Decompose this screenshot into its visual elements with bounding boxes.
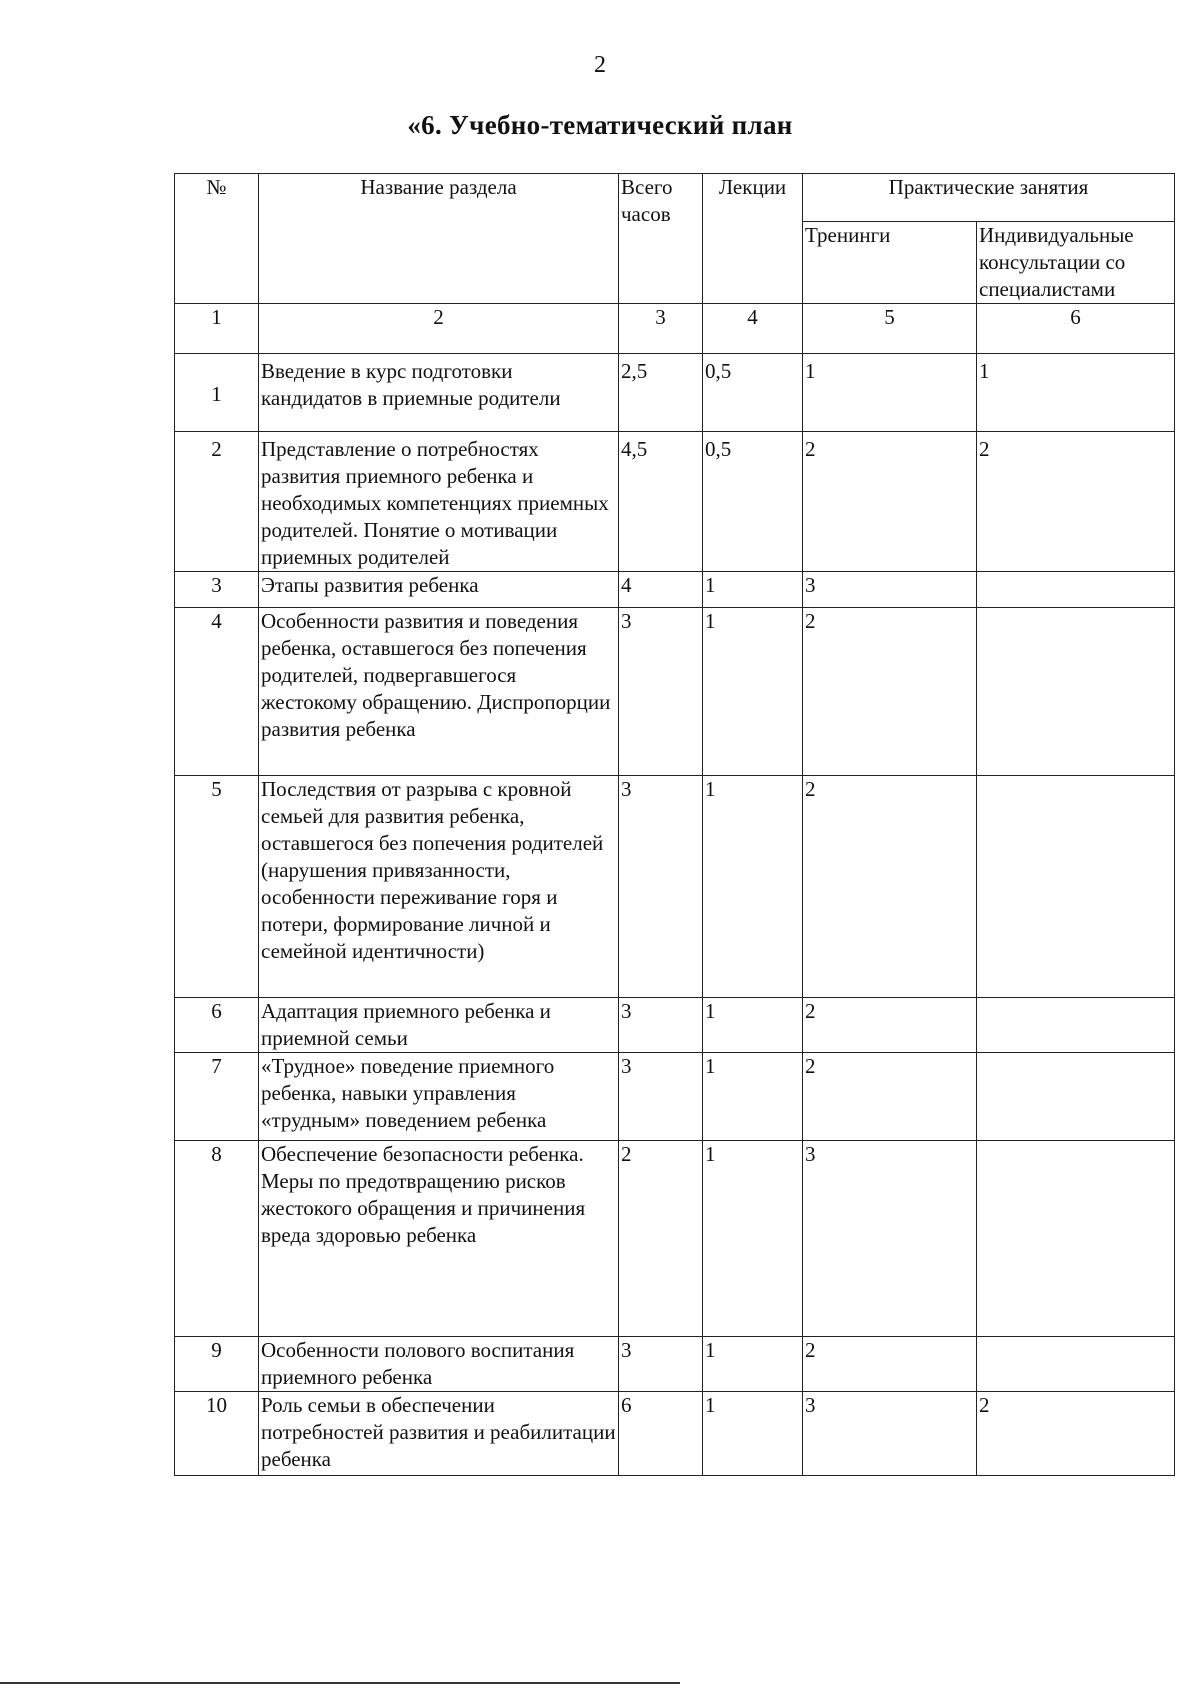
column-index: 4 xyxy=(703,304,803,354)
total-hours-cell: 3 xyxy=(619,776,703,998)
column-index: 5 xyxy=(803,304,977,354)
scan-edge-line xyxy=(0,1682,680,1684)
total-hours-cell: 2 xyxy=(619,1141,703,1337)
section-name-cell: Введение в курс подготовки кандидатов в приемные родители xyxy=(259,354,619,432)
row-number-cell: 5 xyxy=(175,776,259,998)
lectures-cell: 1 xyxy=(703,1141,803,1337)
header-row-top xyxy=(175,174,1175,222)
table-row xyxy=(175,354,1175,432)
row-number-cell: 7 xyxy=(175,1053,259,1141)
header-practical: Практические занятия xyxy=(803,174,1175,222)
lectures-cell: 1 xyxy=(703,998,803,1053)
total-hours-cell: 3 xyxy=(619,1053,703,1141)
total-hours-cell: 4 xyxy=(619,572,703,608)
consultations-cell xyxy=(977,776,1175,998)
trainings-cell: 2 xyxy=(803,608,977,776)
trainings-cell: 2 xyxy=(803,776,977,998)
consultations-cell xyxy=(977,1053,1175,1141)
curriculum-table-container xyxy=(174,173,1174,1476)
table-row xyxy=(175,1392,1175,1476)
column-index: 2 xyxy=(259,304,619,354)
section-name-cell: Этапы развития ребенка xyxy=(259,572,619,608)
trainings-cell: 3 xyxy=(803,1392,977,1476)
lectures-cell: 1 xyxy=(703,1337,803,1392)
total-hours-cell: 6 xyxy=(619,1392,703,1476)
trainings-cell: 1 xyxy=(803,354,977,432)
header-lectures: Лекции xyxy=(703,174,803,304)
total-hours-cell: 2,5 xyxy=(619,354,703,432)
total-hours-cell: 3 xyxy=(619,1337,703,1392)
section-name-cell: Роль семьи в обеспечении потребностей развития и реабилитации ребенка xyxy=(259,1392,619,1476)
row-number-cell: 2 xyxy=(175,432,259,572)
header-consultations: Индивидуальные консультации со специалистами xyxy=(977,222,1175,304)
row-number-cell: 1 xyxy=(175,354,259,432)
trainings-cell: 3 xyxy=(803,572,977,608)
row-number-cell: 8 xyxy=(175,1141,259,1337)
trainings-cell: 3 xyxy=(803,1141,977,1337)
lectures-cell: 1 xyxy=(703,572,803,608)
trainings-cell: 2 xyxy=(803,1337,977,1392)
row-number-cell: 4 xyxy=(175,608,259,776)
consultations-cell: 1 xyxy=(977,354,1175,432)
lectures-cell: 0,5 xyxy=(703,432,803,572)
section-name-cell: Особенности развития и поведения ребенка, оставшегося без попечения родителей, подвергавшегося жестокому обращению. Диспропорции развития ребенка xyxy=(259,608,619,776)
section-name-cell: Особенности полового воспитания приемного ребенка xyxy=(259,1337,619,1392)
row-number-cell: 10 xyxy=(175,1392,259,1476)
consultations-cell xyxy=(977,1141,1175,1337)
lectures-cell: 1 xyxy=(703,1392,803,1476)
row-number-cell: 6 xyxy=(175,998,259,1053)
total-hours-cell: 3 xyxy=(619,998,703,1053)
section-name-cell: Последствия от разрыва с кровной семьей для развития ребенка, оставшегося без попечения родителей (нарушения привязанности, особенности переживание горя и потери, формирование личной и семейной идентичности) xyxy=(259,776,619,998)
consultations-cell xyxy=(977,608,1175,776)
header-number: № xyxy=(175,174,259,304)
header-section-name: Название раздела xyxy=(259,174,619,304)
table-row xyxy=(175,1141,1175,1337)
consultations-cell xyxy=(977,1337,1175,1392)
table-row xyxy=(175,608,1175,776)
consultations-cell: 2 xyxy=(977,432,1175,572)
table-row xyxy=(175,1337,1175,1392)
column-index: 1 xyxy=(175,304,259,354)
column-index-row xyxy=(175,304,1175,354)
header-trainings: Тренинги xyxy=(803,222,977,304)
lectures-cell: 1 xyxy=(703,1053,803,1141)
lectures-cell: 1 xyxy=(703,776,803,998)
document-title: «6. Учебно-тематический план xyxy=(407,110,793,140)
consultations-cell: 2 xyxy=(977,1392,1175,1476)
header-total-hours: Всего часов xyxy=(619,174,703,304)
trainings-cell: 2 xyxy=(803,998,977,1053)
page-number: 2 xyxy=(594,52,606,78)
table-row xyxy=(175,1053,1175,1141)
section-name-cell: Представление о потребностях развития приемного ребенка и необходимых компетенциях приемных родителей. Понятие о мотивации приемных родителей xyxy=(259,432,619,572)
section-name-cell: «Трудное» поведение приемного ребенка, навыки управления «трудным» поведением ребенка xyxy=(259,1053,619,1141)
total-hours-cell: 4,5 xyxy=(619,432,703,572)
table-row xyxy=(175,776,1175,998)
table-row xyxy=(175,572,1175,608)
row-number-cell: 9 xyxy=(175,1337,259,1392)
table-row xyxy=(175,998,1175,1053)
total-hours-cell: 3 xyxy=(619,608,703,776)
lectures-cell: 0,5 xyxy=(703,354,803,432)
curriculum-table xyxy=(174,173,1175,1476)
lectures-cell: 1 xyxy=(703,608,803,776)
section-name-cell: Обеспечение безопасности ребенка. Меры по предотвращению рисков жестокого обращения и причинения вреда здоровью ребенка xyxy=(259,1141,619,1337)
table-row xyxy=(175,432,1175,572)
row-number-cell: 3 xyxy=(175,572,259,608)
column-index: 3 xyxy=(619,304,703,354)
section-name-cell: Адаптация приемного ребенка и приемной семьи xyxy=(259,998,619,1053)
column-index: 6 xyxy=(977,304,1175,354)
consultations-cell xyxy=(977,572,1175,608)
consultations-cell xyxy=(977,998,1175,1053)
trainings-cell: 2 xyxy=(803,1053,977,1141)
trainings-cell: 2 xyxy=(803,432,977,572)
